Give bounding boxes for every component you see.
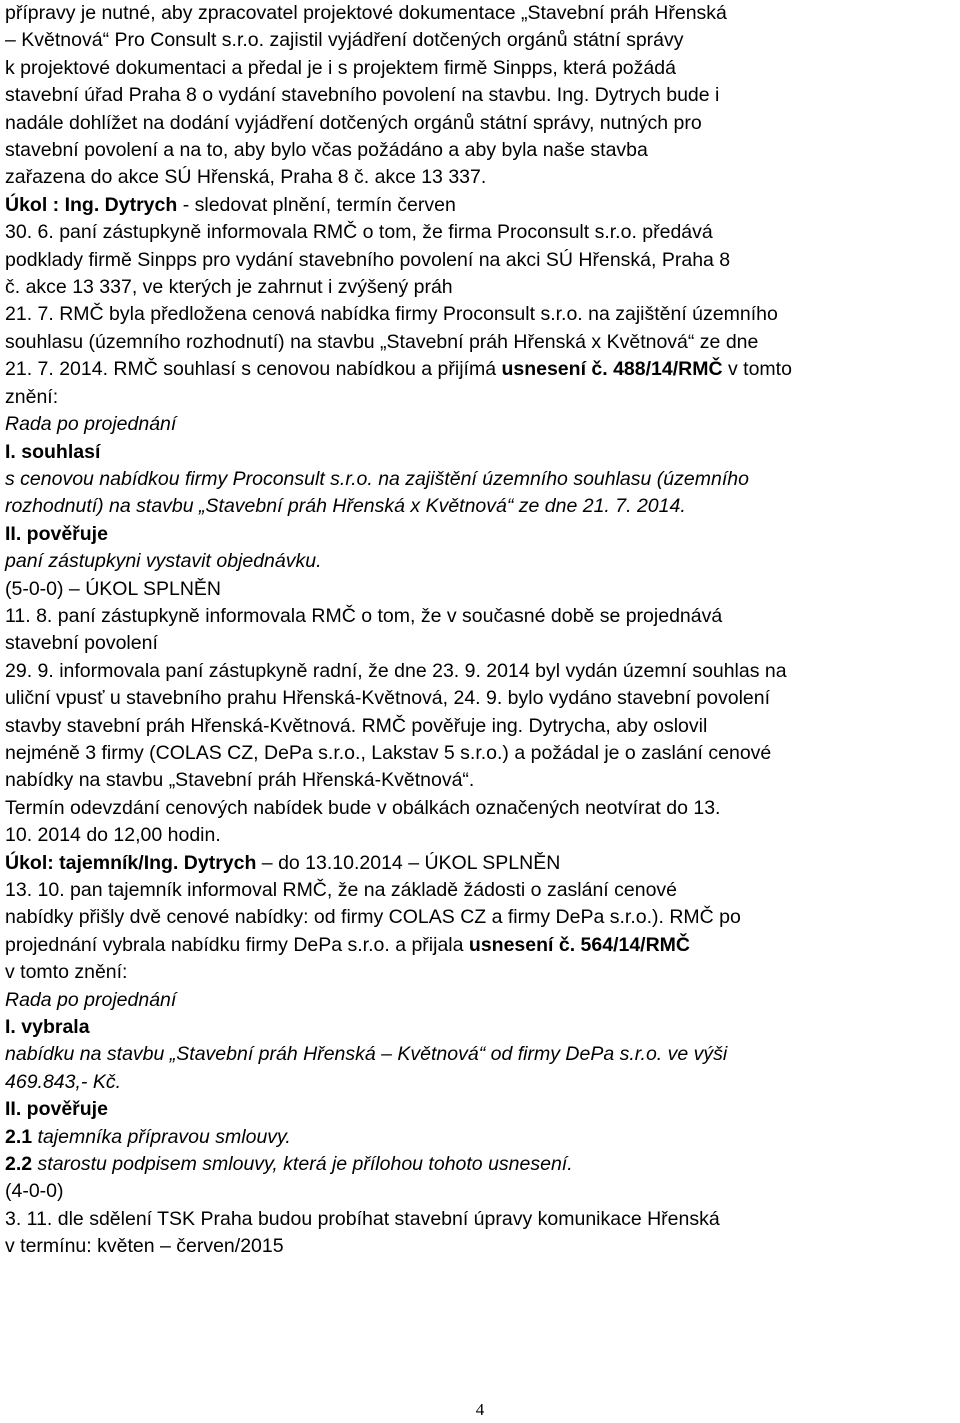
text-run: I. souhlasí (5, 440, 101, 463)
text-line (5, 603, 960, 630)
text-line (5, 1096, 960, 1123)
text-line (5, 1069, 960, 1096)
text-line (5, 959, 960, 986)
text-run: stavební povolení a na to, aby bylo včas požádáno a aby byla naše stavba (5, 139, 648, 162)
text-run: (5-0-0) – ÚKOL SPLNĚN (5, 577, 222, 600)
text-run: 2.2 (5, 1153, 33, 1176)
text-line (5, 164, 960, 191)
text-run: přípravy je nutné, aby zpracovatel projektové dokumentace „Stavební práh Hřenská (5, 2, 727, 24)
text-line (5, 767, 960, 794)
text-line (5, 630, 960, 657)
text-line (5, 274, 960, 301)
text-run: č. akce 13 337, ve kterých je zahrnut i zvýšený práh (5, 276, 453, 299)
text-run: podklady firmě Sinpps pro vydání stavebního povolení na akci SÚ Hřenská, Praha 8 (5, 248, 731, 271)
text-run: II. pověřuje (5, 522, 108, 545)
text-line (5, 576, 960, 603)
text-run: paní zástupkyni vystavit objednávku. (5, 550, 322, 573)
text-run: nabídku na stavbu „Stavební práh Hřenská – Květnová“ od firmy DePa s.r.o. ve výši (5, 1043, 728, 1066)
text-line (5, 411, 960, 438)
text-run: 21. 7. 2014. RMČ souhlasí s cenovou nabídkou a přijímá (5, 358, 502, 381)
text-run: k projektové dokumentaci a předal je i s projektem firmě Sinpps, která požádá (5, 56, 676, 79)
text-line (5, 219, 960, 246)
text-run: 469.843,- Kč. (5, 1070, 121, 1093)
text-run: v tomto znění: (5, 961, 128, 984)
text-line (5, 685, 960, 712)
document-body (5, 0, 960, 1261)
text-run: 10. 2014 do 12,00 hodin. (5, 824, 221, 847)
text-line (5, 301, 960, 328)
text-line (5, 1041, 960, 1068)
text-run: 3. 11. dle sdělení TSK Praha budou probíhat stavební úpravy komunikace Hřenská (5, 1207, 720, 1230)
text-run: stavební povolení (5, 632, 158, 655)
text-line (5, 110, 960, 137)
text-run: II. pověřuje (5, 1098, 108, 1121)
text-run: projednání vybrala nabídku firmy DePa s.r.o. a přijala (5, 933, 469, 956)
text-line (5, 877, 960, 904)
text-line (5, 247, 960, 274)
text-line (5, 1014, 960, 1041)
text-run: - sledovat plnění, termín červen (177, 193, 456, 216)
text-run: rozhodnutí) na stavbu „Stavební práh Hřenská x Květnová“ ze dne 21. 7. 2014. (5, 495, 686, 518)
text-line (5, 82, 960, 109)
text-line (5, 822, 960, 849)
text-line (5, 548, 960, 575)
text-run: s cenovou nabídkou firmy Proconsult s.r.o. na zajištění územního souhlasu (územního (5, 467, 749, 490)
text-run: nadále dohlížet na dodání vyjádření dotčených orgánů státní správy, nutných pro (5, 111, 702, 134)
text-line (5, 384, 960, 411)
text-run: Úkol: tajemník/Ing. Dytrych (5, 851, 257, 874)
text-line (5, 493, 960, 520)
text-run: 11. 8. paní zástupkyně informovala RMČ o tom, že v současné době se projednává (5, 604, 723, 627)
text-run: znění: (5, 385, 59, 408)
text-run: 29. 9. informovala paní zástupkyně radní, že dne 23. 9. 2014 byl vydán územní souhlas na (5, 659, 787, 682)
text-line (5, 356, 960, 383)
text-line (5, 658, 960, 685)
text-line (5, 713, 960, 740)
text-line (5, 192, 960, 219)
text-run: Termín odevzdání cenových nabídek bude v obálkách označených neotvírat do 13. (5, 796, 721, 819)
text-line (5, 329, 960, 356)
page-number: 4 (475, 1400, 485, 1419)
text-run: 2.1 (5, 1125, 33, 1148)
text-line (5, 850, 960, 877)
text-run: starostu podpisem smlouvy, která je přílohou tohoto usnesení. (32, 1153, 573, 1176)
text-run: (4-0-0) (5, 1180, 64, 1203)
text-run: I. vybrala (5, 1016, 90, 1039)
text-run: stavební úřad Praha 8 o vydání stavebního povolení na stavbu. Ing. Dytrych bude i (5, 84, 720, 107)
text-run: – do 13.10.2014 – ÚKOL SPLNĚN (256, 851, 561, 874)
text-line (5, 1178, 960, 1205)
text-run: stavby stavební práh Hřenská-Květnová. RMČ pověřuje ing. Dytrycha, aby oslovil (5, 714, 708, 737)
text-run: usnesení č. 488/14/RMČ (501, 358, 723, 381)
text-run: Rada po projednání (5, 413, 177, 436)
text-line (5, 1233, 960, 1260)
text-line (5, 137, 960, 164)
text-run: usnesení č. 564/14/RMČ (468, 933, 691, 956)
text-line (5, 439, 960, 466)
text-run: nabídky přišly dvě cenové nabídky: od firmy COLAS CZ a firmy DePa s.r.o.). RMČ po (5, 906, 741, 929)
text-line (5, 987, 960, 1014)
text-run: uliční vpusť u stavebního prahu Hřenská-Květnová, 24. 9. bylo vydáno stavební povolení (5, 687, 771, 710)
text-run: souhlasu (územního rozhodnutí) na stavbu „Stavební práh Hřenská x Květnová“ ze dne (5, 330, 759, 353)
text-line (5, 932, 960, 959)
text-line (5, 0, 960, 27)
text-line (5, 795, 960, 822)
text-run: nabídky na stavbu „Stavební práh Hřenská-Květnová“. (5, 769, 475, 792)
text-run: 13. 10. pan tajemník informoval RMČ, že na základě žádosti o zaslání cenové (5, 879, 678, 901)
text-run: Úkol : Ing. Dytrych (5, 193, 178, 216)
text-line (5, 740, 960, 767)
text-line (5, 1151, 960, 1178)
text-run: – Květnová“ Pro Consult s.r.o. zajistil vyjádření dotčených orgánů státní správy (5, 29, 684, 52)
text-line (5, 1124, 960, 1151)
text-line (5, 27, 960, 54)
text-line (5, 55, 960, 82)
text-line (5, 904, 960, 931)
text-line (5, 521, 960, 548)
text-run: v termínu: květen – červen/2015 (5, 1235, 284, 1258)
text-run: nejméně 3 firmy (COLAS CZ, DePa s.r.o., Lakstav 5 s.r.o.) a požádal je o zaslání cenové (5, 741, 772, 764)
text-run: 21. 7. RMČ byla předložena cenová nabídka firmy Proconsult s.r.o. na zajištění územního (5, 303, 778, 326)
text-run: zařazena do akce SÚ Hřenská, Praha 8 č. akce 13 337. (5, 166, 487, 189)
text-run: tajemníka přípravou smlouvy. (32, 1125, 291, 1148)
text-run: 30. 6. paní zástupkyně informovala RMČ o tom, že firma Proconsult s.r.o. předává (5, 221, 713, 244)
text-line (5, 466, 960, 493)
text-run: Rada po projednání (5, 988, 177, 1011)
text-run: v tomto (722, 358, 792, 381)
text-line (5, 1206, 960, 1233)
